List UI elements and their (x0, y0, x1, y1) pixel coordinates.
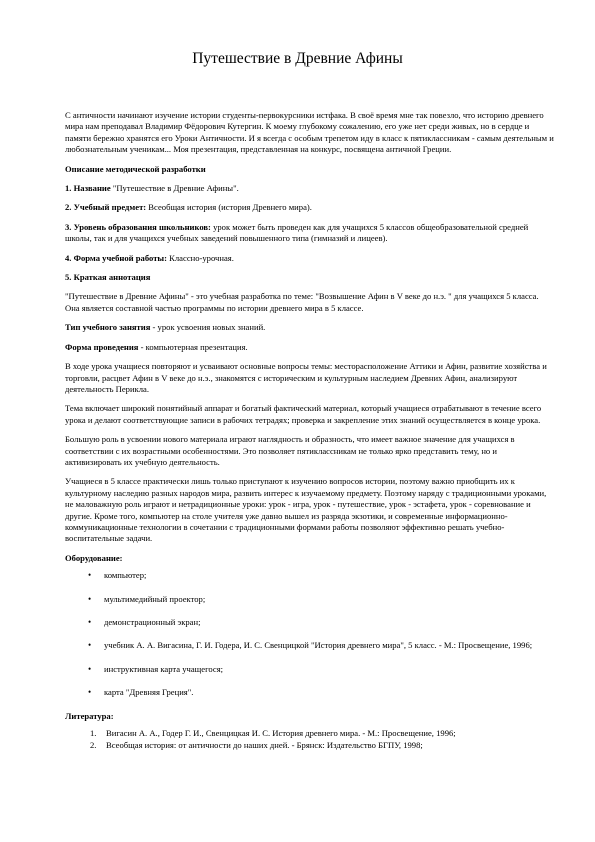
annotation-paragraph: "Путешествие в Древние Афины" - это учебная разработка по теме: "Возвышение Афин в V веке до н.э. " для учащихся 5 класса. Она является составной частью программы по истории древнего мира в 5 классе. (65, 291, 539, 313)
item-name (65, 183, 555, 194)
item-level-label: 3. Уровень образования школьников: (65, 221, 211, 232)
body-paragraph-1: В ходе урока учащиеся повторяют и усваивают основные вопросы темы: месторасположение Аттики и Афин, развитие хозяйства и торговли, расцвет Афин в V веке до н.э., знакомятся с историческим и культурным наследием Древних Афин, анализируют деятельность Перикла. (65, 361, 547, 394)
list-item: • мультимедийный проектор; (65, 594, 555, 605)
intro-paragraph: С античности начинают изучение истории студенты-первокурсники истфака. В своё время мне так повезло, что историю древнего мира нам преподавал Владимир Фёдорович Кутергин. К моему глубокому сожалению, его уже нет среди живых, но в сердце и памяти бережно хранятся его Уроки Античности. И я всегда с особым трепетом иду в класс к пятиклассникам - самым деятельным и любознательным ученикам... Моя презентация, представленная на конкурс, посвящена античной Греции. (65, 110, 554, 155)
literature-list (65, 728, 555, 752)
item-form-label: 4. Форма учебной работы: (65, 252, 168, 263)
item-subject-label: 2. Учебный предмет: (65, 202, 147, 213)
item-form-text: Классно-урочная. (167, 252, 234, 263)
item-subject-text: Всеобщая история (история Древнего мира). (146, 202, 312, 213)
body-paragraph-4: Учащиеся в 5 классе практически лишь только приступают к изучению вопросов истории, поэтому важно приобщить их к культурному наследию разных народов мира, развить интерес к изучаемому предмету. Поэтому наряду с традиционными уроками, не маловажную роль играют и нетрадиционные уроки: урок - игра, урок - путешествие, урок - эстафета, урок - соревнование и другие. Кроме того, компьютер на столе учителя уже давно вышел из разряда экзотики, и современные информационно-коммуникационные технологии в сочетании с традиционными формами работы позволяют эффективно решать учебно-воспитательные задачи. (65, 476, 547, 544)
list-item: • демонстрационный экран; (65, 617, 555, 628)
lesson-form-text: - компьютерная презентация. (138, 341, 248, 352)
item-subject (65, 202, 555, 213)
lesson-form-label: Форма проведения (65, 341, 139, 352)
equipment-list (65, 570, 555, 698)
list-item: • инструктивная карта учащегося; (65, 664, 555, 675)
description-heading: Описание методической разработки (65, 163, 206, 174)
equipment-heading: Оборудование: (65, 552, 123, 563)
lesson-type-label: Тип учебного занятия (65, 322, 151, 333)
list-item (65, 728, 555, 739)
item-form (65, 253, 555, 264)
list-text: Всеобщая история: от античности до наших дней. - Брянск: Издательство БГПУ, 1998; (106, 740, 423, 751)
body-paragraph-2: Тема включает широкий понятийный аппарат и богатый фактический материал, который учащиеся отрабатывают в течение всего урока и делают соответствующие записи в рабочих тетрадях; проверка и закрепление этих знаний осуществляется в конце урока. (65, 403, 542, 425)
lesson-form (65, 342, 555, 353)
list-item (65, 740, 555, 751)
list-item: • карта "Древняя Греция". (65, 687, 555, 698)
item-name-label: 1. Название (65, 183, 111, 194)
item-level (65, 222, 555, 245)
item-level-text: урок может быть проведен как для учащихся 5 классов общеобразовательной средней школы, так и для учащихся учебных заведений повышенного типа (гимназий и лицеев). (65, 221, 529, 244)
list-text: Вигасин А. А., Годер Г. И., Свенцицкая И. С. История древнего мира. - М.: Просвещение, 1996; (106, 728, 456, 739)
list-number: 1. (90, 728, 97, 739)
list-item: • учебник А. А. Вигасина, Г. И. Годера, И. С. Свенцицкой "История древнего мира", 5 класс. - М.: Просвещение, 1996; (65, 640, 555, 651)
item-name-text: "Путешествие в Древние Афины". (110, 183, 239, 194)
list-item: • компьютер; (65, 570, 555, 581)
lesson-type (65, 322, 555, 333)
annotation-heading: 5. Краткая аннотация (65, 272, 151, 283)
lesson-type-text: - урок усвоения новых знаний. (150, 322, 266, 333)
body-paragraph-3: Большую роль в усвоении нового материала играют наглядность и образность, что имеет важное значение для учащихся в соответствии с их возрастными особенностями. Это позволяет пятиклассникам не только ярко представить тему, но и активизировать их учебную деятельность. (65, 434, 515, 467)
list-number: 2. (90, 740, 97, 751)
page-title: Путешествие в Древние Афины (192, 50, 403, 67)
literature-heading: Литература: (65, 710, 114, 721)
document-body (65, 110, 555, 753)
